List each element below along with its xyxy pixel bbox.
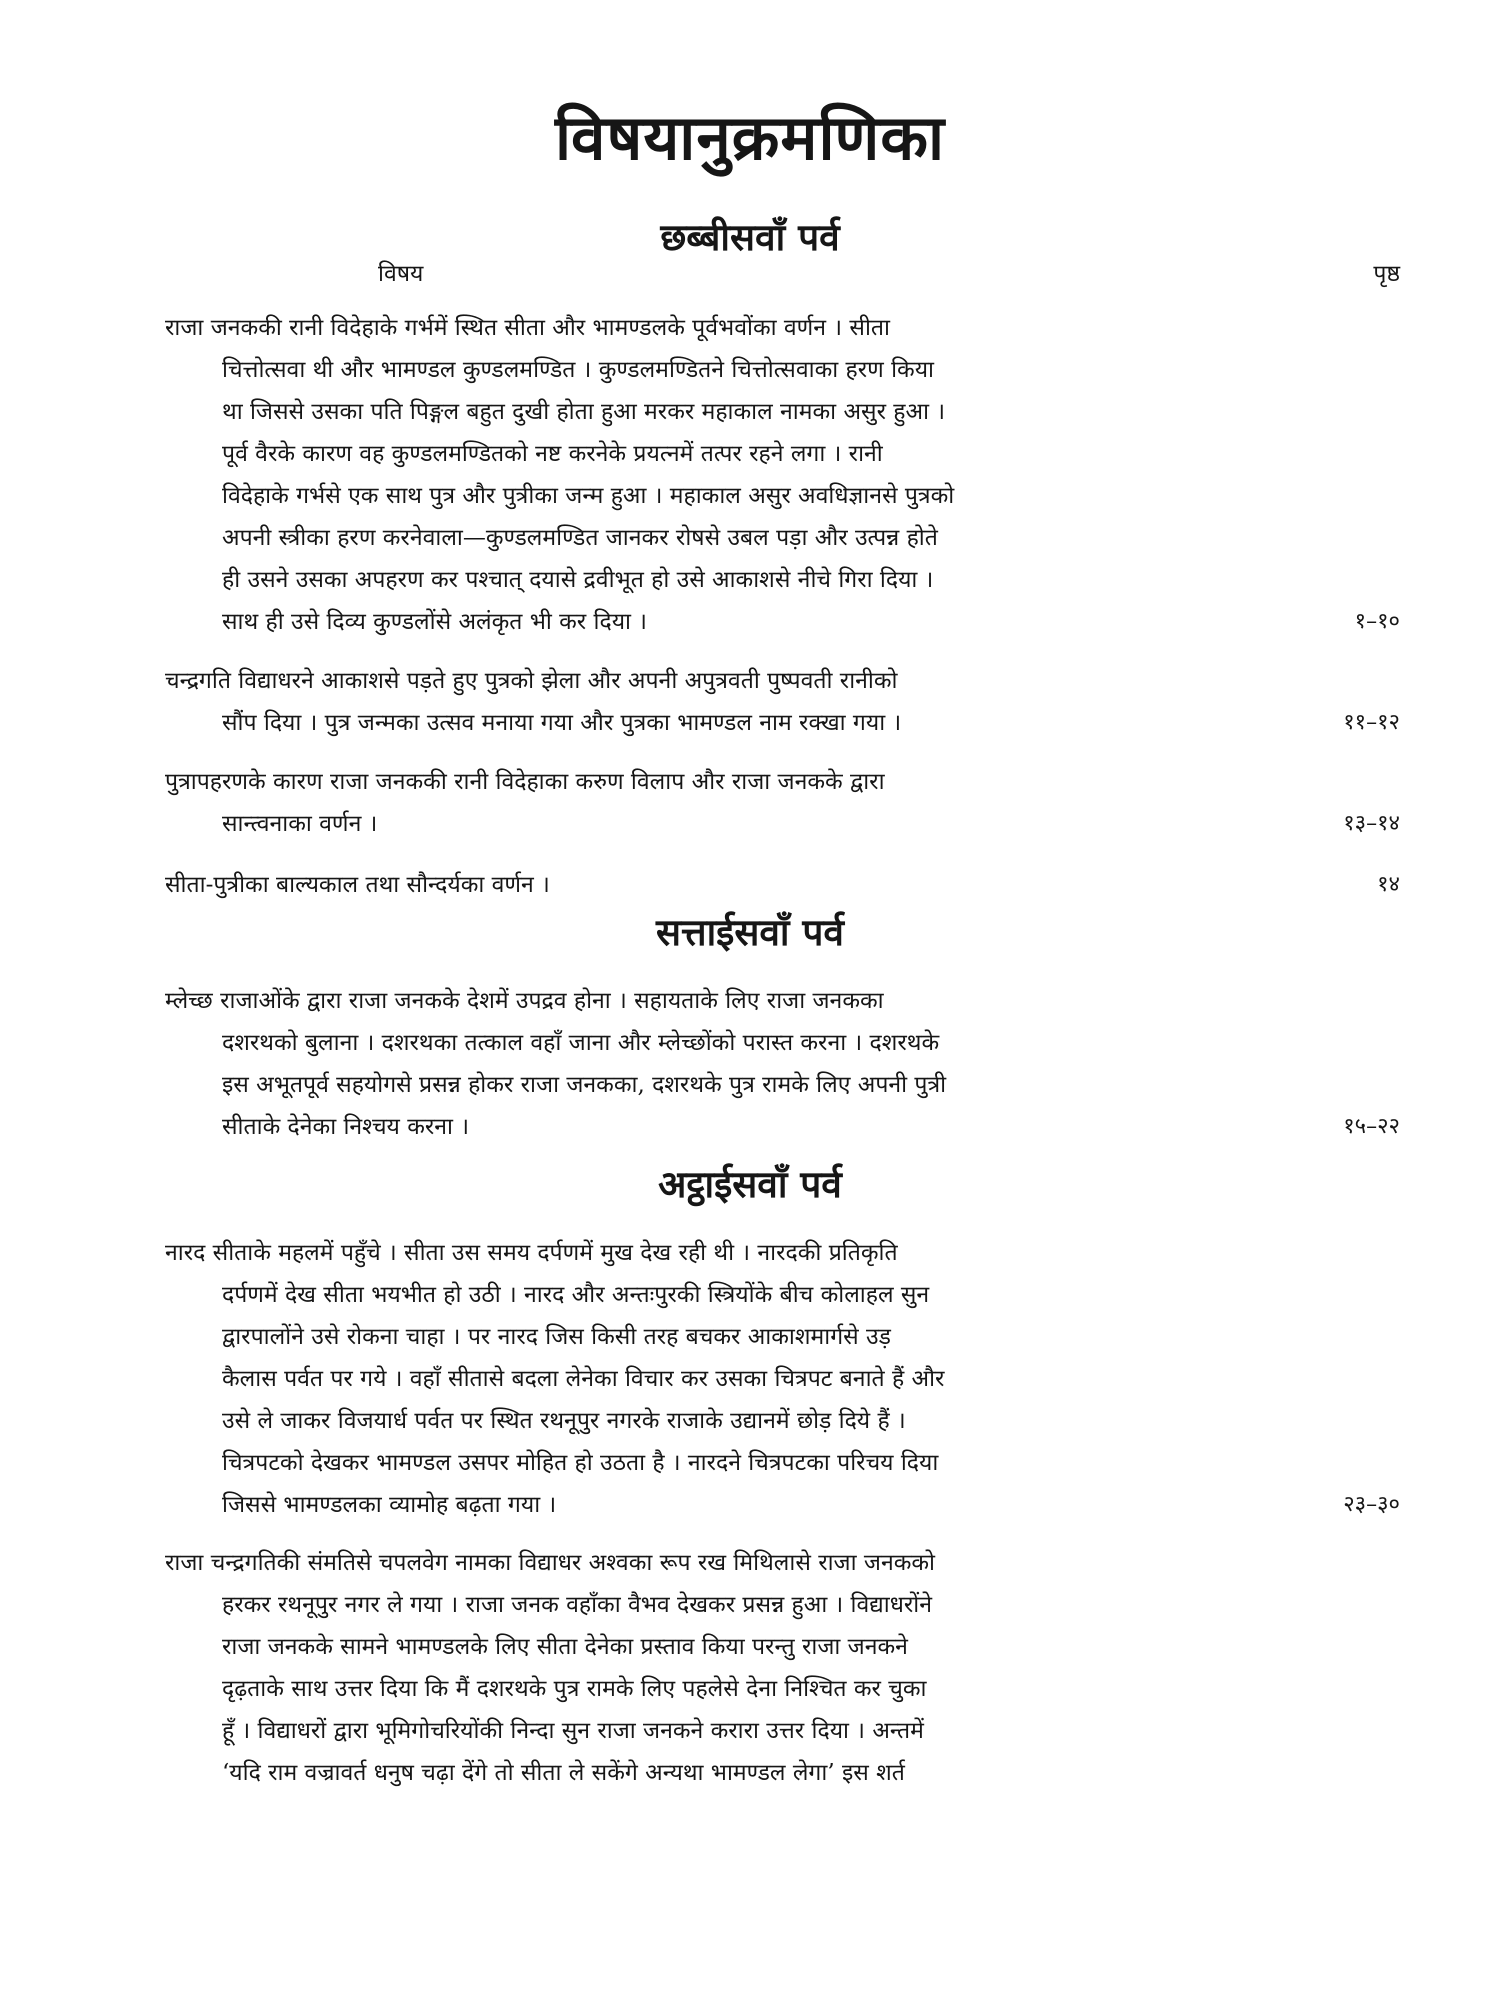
- entry-line: म्लेच्छ राजाओंके द्वारा राजा जनकके देशमें उपद्रव होना । सहायताके लिए राजा जनकका: [165, 988, 884, 1014]
- entry-line: राजा चन्द्रगतिकी संमतिसे चपलवेग नामका विद्याधर अश्वका रूप रख मिथिलासे राजा जनकको: [165, 1550, 936, 1576]
- entry-line: द्वारपालोंने उसे रोकना चाहा । पर नारद जिस किसी तरह बचकर आकाशमार्गसे उड़: [222, 1324, 891, 1350]
- column-header-subject: विषय: [378, 261, 424, 287]
- entry-line: साथ ही उसे दिव्य कुण्डलोंसे अलंकृत भी कर दिया ।: [222, 609, 648, 635]
- page-title: विषयानुक्रमणिका: [554, 101, 946, 174]
- column-header-page: पृष्ठ: [1373, 261, 1400, 287]
- toc-entry: [165, 1232, 1225, 1526]
- entry-line: नारद सीताके महलमें पहुँचे । सीता उस समय दर्पणमें मुख देख रही थी । नारदकी प्रतिकृति: [165, 1240, 898, 1266]
- page-range: २३–३०: [1343, 1492, 1400, 1517]
- entry-line: पूर्व वैरके कारण वह कुण्डलमण्डितको नष्ट करनेके प्रयत्नमें तत्पर रहने लगा । रानी: [222, 441, 883, 467]
- entry-line: दृढ़ताके साथ उत्तर दिया कि मैं दशरथके पुत्र रामके लिए पहलेसे देना निश्चित कर चुका: [222, 1676, 927, 1702]
- entry-line: राजा जनककी रानी विदेहाके गर्भमें स्थित सीता और भामण्डलके पूर्वभवोंका वर्णन । सीता: [165, 315, 890, 341]
- entry-line: सान्त्वनाका वर्णन ।: [222, 811, 378, 837]
- entry-line: था जिससे उसका पति पिङ्गल बहुत दुखी होता हुआ मरकर महाकाल नामका असुर हुआ ।: [222, 399, 946, 425]
- entry-line: जिससे भामण्डलका व्यामोह बढ़ता गया ।: [222, 1492, 557, 1518]
- toc-entry: [165, 1542, 1225, 1794]
- toc-entry: [165, 980, 1225, 1148]
- toc-entry: [165, 864, 1225, 906]
- entry-line: कैलास पर्वत पर गये । वहाँ सीतासे बदला लेनेका विचार कर उसका चित्रपट बनाते हैं और: [222, 1366, 945, 1392]
- entry-line: दशरथको बुलाना । दशरथका तत्काल वहाँ जाना और म्लेच्छोंको परास्त करना । दशरथके: [222, 1030, 940, 1056]
- toc-entry: [165, 660, 1225, 744]
- entry-line: सौंप दिया । पुत्र जन्मका उत्सव मनाया गया और पुत्रका भामण्डल नाम रक्खा गया ।: [222, 710, 902, 736]
- entry-line: चित्रपटको देखकर भामण्डल उसपर मोहित हो उठता है । नारदने चित्रपटका परिचय दिया: [222, 1450, 939, 1476]
- page-range: १५–२२: [1343, 1114, 1400, 1139]
- entry-line: सीताके देनेका निश्चय करना ।: [222, 1114, 470, 1140]
- page-range: १३–१४: [1343, 811, 1400, 836]
- entry-line: उसे ले जाकर विजयार्ध पर्वत पर स्थित रथनूपुर नगरके राजाके उद्यानमें छोड़ दिये हैं ।: [222, 1408, 906, 1434]
- entry-line: चित्तोत्सवा थी और भामण्डल कुण्डलमण्डित । कुण्डलमण्डितने चित्तोत्सवाका हरण किया: [222, 357, 935, 383]
- entry-line: हूँ । विद्याधरों द्वारा भूमिगोचरियोंकी निन्दा सुन राजा जनकने करारा उत्तर दिया । अन्तमें: [222, 1718, 924, 1744]
- entry-line: सीता-पुत्रीका बाल्यकाल तथा सौन्दर्यका वर्णन ।: [165, 872, 550, 898]
- section-heading-26: छब्बीसवाँ पर्व: [660, 215, 840, 259]
- entry-line: विदेहाके गर्भसे एक साथ पुत्र और पुत्रीका जन्म हुआ । महाकाल असुर अवधिज्ञानसे पुत्रको: [222, 483, 955, 509]
- page-range: ११–१२: [1343, 710, 1400, 735]
- toc-entry: [165, 761, 1225, 845]
- entry-line: दर्पणमें देख सीता भयभीत हो उठी । नारद और अन्तःपुरकी स्त्रियोंके बीच कोलाहल सुन: [222, 1282, 930, 1308]
- entry-line: हरकर रथनूपुर नगर ले गया । राजा जनक वहाँका वैभव देखकर प्रसन्न हुआ । विद्याधरोंने: [222, 1592, 933, 1618]
- toc-entry: [165, 307, 1225, 643]
- section-heading-27: सत्ताईसवाँ पर्व: [656, 910, 844, 954]
- page-range: १४: [1377, 872, 1400, 897]
- entry-line: पुत्रापहरणके कारण राजा जनककी रानी विदेहाका करुण विलाप और राजा जनकके द्वारा: [165, 769, 885, 795]
- entry-line: राजा जनकके सामने भामण्डलके लिए सीता देनेका प्रस्ताव किया परन्तु राजा जनकने: [222, 1634, 908, 1660]
- section-heading-28: अट्ठाईसवाँ पर्व: [658, 1162, 842, 1206]
- entry-line: अपनी स्त्रीका हरण करनेवाला—कुण्डलमण्डित जानकर रोषसे उबल पड़ा और उत्पन्न होते: [222, 525, 938, 551]
- page-range: १–१०: [1354, 609, 1400, 634]
- entry-line: ‘यदि राम वज्रावर्त धनुष चढ़ा देंगे तो सीता ले सकेंगे अन्यथा भामण्डल लेगा’ इस शर्त: [222, 1760, 905, 1786]
- entry-line: ही उसने उसका अपहरण कर पश्चात् दयासे द्रवीभूत हो उसे आकाशसे नीचे गिरा दिया ।: [222, 567, 934, 593]
- entry-line: चन्द्रगति विद्याधरने आकाशसे पड़ते हुए पुत्रको झेला और अपनी अपुत्रवती पुष्पवती रानीको: [165, 668, 898, 694]
- entry-line: इस अभूतपूर्व सहयोगसे प्रसन्न होकर राजा जनकका, दशरथके पुत्र रामके लिए अपनी पुत्री: [222, 1072, 947, 1098]
